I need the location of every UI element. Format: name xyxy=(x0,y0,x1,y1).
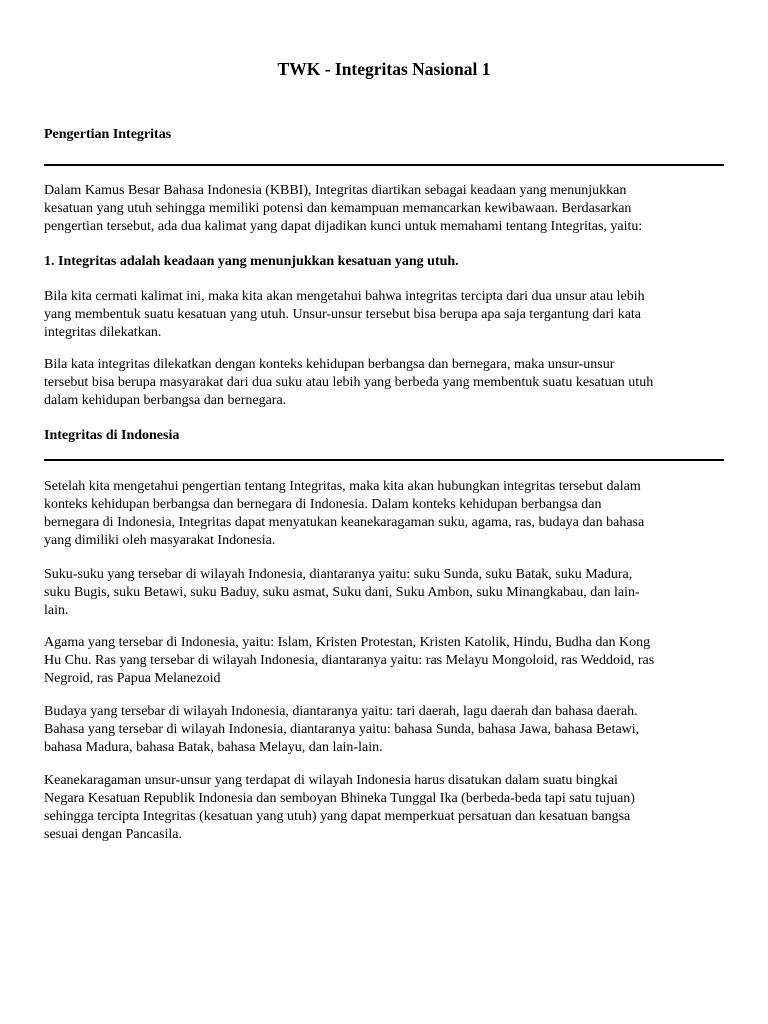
paragraph-indonesia-context xyxy=(44,478,724,550)
text-line: sesuai dengan Pancasila. xyxy=(44,827,183,842)
section-divider xyxy=(44,164,724,166)
text-line: konteks kehidupan berbangsa dan bernegara di Indonesia. Dalam konteks kehidupan berbangsa dan xyxy=(44,497,602,512)
paragraph-unity-conclusion xyxy=(44,772,724,844)
text-line: sehingga tercipta Integritas (kesatuan yang utuh) yang dapat memperkuat persatuan dan kesatuan bangsa xyxy=(44,809,631,824)
text-line: Negroid, ras Papua Melanezoid xyxy=(44,671,221,686)
text-line: tersebut bisa berupa masyarakat dari dua suku atau lebih yang berbeda yang membentuk suatu kesatuan utuh xyxy=(44,375,654,390)
paragraph-national-context xyxy=(44,356,724,410)
paragraph-tribes xyxy=(44,566,724,620)
text-line: lain. xyxy=(44,603,69,618)
text-line: Bila kita cermati kalimat ini, maka kita akan mengetahui bahwa integritas tercipta dari dua unsur atau lebih xyxy=(44,289,645,304)
text-line: Negara Kesatuan Republik Indonesia dan semboyan Bhineka Tunggal Ika (berbeda-beda tapi satu tujuan) xyxy=(44,791,635,806)
text-line: suku Bugis, suku Betawi, suku Baduy, suku asmat, Suku dani, Suku Ambon, suku Minangkabau, dan lain- xyxy=(44,585,640,600)
paragraph-point-explanation xyxy=(44,288,724,342)
text-line: Keanekaragaman unsur-unsur yang terdapat di wilayah Indonesia harus disatukan dalam suatu bingkai xyxy=(44,773,618,788)
paragraph-religions-races xyxy=(44,634,724,688)
text-line: Dalam Kamus Besar Bahasa Indonesia (KBBI), Integritas diartikan sebagai keadaan yang menunjukkan xyxy=(44,183,627,198)
text-line: integritas dilekatkan. xyxy=(44,325,162,340)
section-heading-pengertian: Pengertian Integritas xyxy=(44,127,172,142)
section-divider xyxy=(44,459,724,461)
text-line: Suku-suku yang tersebar di wilayah Indonesia, diantaranya yaitu: suku Sunda, suku Batak, suku Madura, xyxy=(44,567,633,582)
text-line: kesatuan yang utuh sehingga memiliki potensi dan kemampuan memancarkan kewibawaan. Berdasarkan xyxy=(44,201,632,216)
text-line: yang dimiliki oleh masyarakat Indonesia. xyxy=(44,533,276,548)
text-line: Hu Chu. Ras yang tersebar di wilayah Indonesia, diantaranya yaitu: ras Melayu Mongoloid, ras Weddoid, ras xyxy=(44,653,655,668)
text-line: bahasa Madura, bahasa Batak, bahasa Melayu, dan lain-lain. xyxy=(44,740,383,755)
text-line: Budaya yang tersebar di wilayah Indonesia, diantaranya yaitu: tari daerah, lagu daerah dan bahasa daerah. xyxy=(44,704,638,719)
text-line: Setelah kita mengetahui pengertian tentang Integritas, maka kita akan hubungkan integritas tersebut dalam xyxy=(44,479,641,494)
text-line: pengertian tersebut, ada dua kalimat yang dapat dijadikan kunci untuk memahami tentang Integritas, yaitu: xyxy=(44,219,643,234)
text-line: Bila kata integritas dilekatkan dengan konteks kehidupan berbangsa dan bernegara, maka unsur-unsur xyxy=(44,357,615,372)
key-point-1: 1. Integritas adalah keadaan yang menunjukkan kesatuan yang utuh. xyxy=(44,254,459,269)
paragraph-kbbi-definition xyxy=(44,182,724,236)
section-heading-indonesia: Integritas di Indonesia xyxy=(44,428,180,443)
text-line: bernegara di Indonesia, Integritas dapat menyatukan keanekaragaman suku, agama, ras, budaya dan bahasa xyxy=(44,515,645,530)
text-line: dalam kehidupan berbangsa dan bernegara. xyxy=(44,393,287,408)
document-title: TWK - Integritas Nasional 1 xyxy=(277,59,491,79)
text-line: Bahasa yang tersebar di wilayah Indonesia, diantaranya yaitu: bahasa Sunda, bahasa Jawa, bahasa Betawi, xyxy=(44,722,640,737)
text-line: Agama yang tersebar di Indonesia, yaitu: Islam, Kristen Protestan, Kristen Katolik, Hindu, Budha dan Kong xyxy=(44,635,651,650)
text-line: yang membentuk suatu kesatuan yang utuh. Unsur-unsur tersebut bisa berupa apa saja tergantung dari kata xyxy=(44,307,642,322)
paragraph-cultures-languages xyxy=(44,703,724,757)
